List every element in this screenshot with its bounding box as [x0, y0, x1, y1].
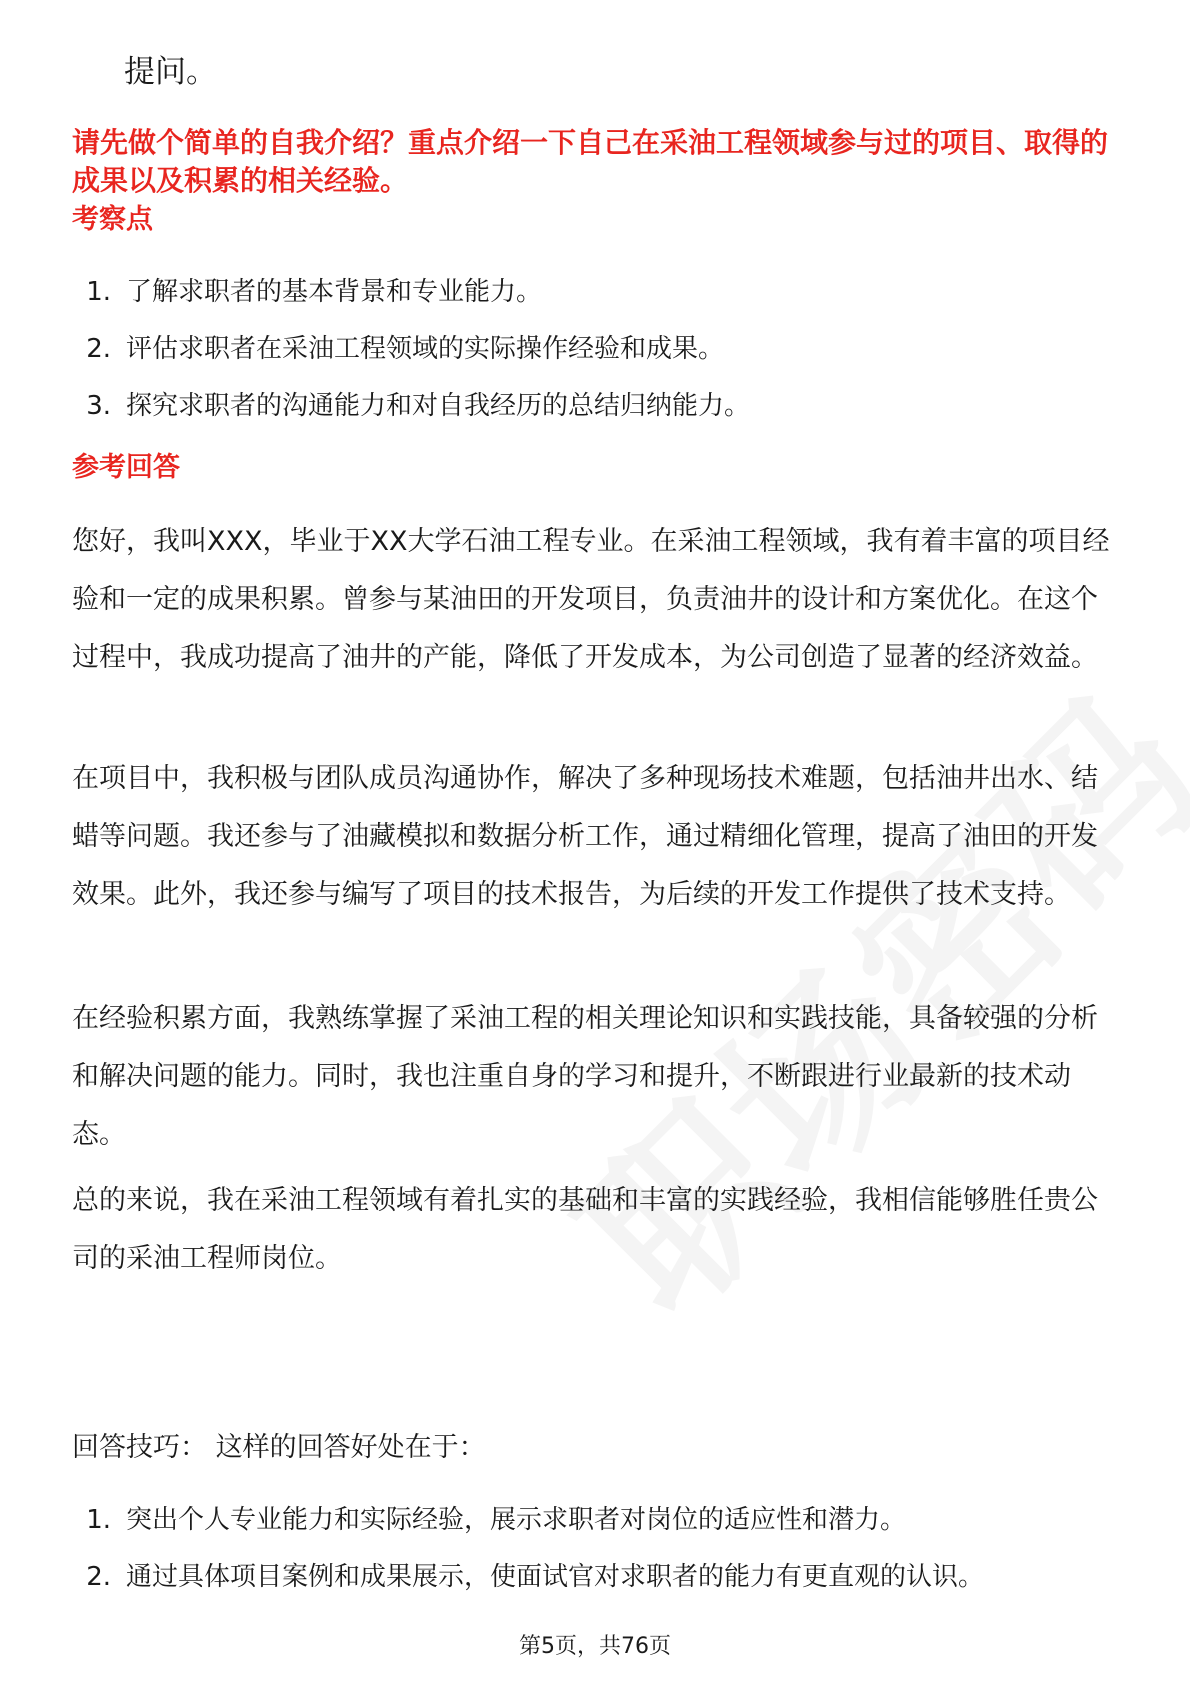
list-item [72, 1559, 1112, 1595]
list-item [72, 1502, 1112, 1538]
list-text: 评估求职者在采油工程领域的实际操作经验和成果。 [126, 334, 725, 364]
answer-tips-intro: 回答技巧： 这样的回答好处在于： [72, 1432, 486, 1463]
answer-tips-list [72, 1502, 1112, 1616]
answer-paragraph: 在项目中，我积极与团队成员沟通协作，解决了多种现场技术难题，包括油井出水、结蜡等问题。我还参与了油藏模拟和数据分析工作，通过精细化管理，提高了油田的开发效果。此外，我还参与编写了项目的技术报告，为后续的开发工作提供了技术支持。 [72, 763, 1098, 910]
section-title-assessment-points: 考察点 [72, 204, 153, 235]
answer-paragraph: 您好，我叫XXX，毕业于XX大学石油工程专业。在采油工程领域，我有着丰富的项目经验和一定的成果积累。曾参与某油田的开发项目，负责油井的设计和方案优化。在这个过程中，我成功提高了油井的产能，降低了开发成本，为公司创造了显著的经济效益。 [72, 526, 1110, 673]
list-text: 通过具体项目案例和成果展示，使面试官对求职者的能力有更直观的认识。 [126, 1562, 985, 1592]
list-number: 2. [86, 1562, 111, 1592]
list-number: 1. [86, 277, 111, 307]
answer-paragraph: 总的来说，我在采油工程领域有着扎实的基础和丰富的实践经验，我相信能够胜任贵公司的采油工程师岗位。 [72, 1185, 1098, 1274]
list-number: 2. [86, 334, 111, 364]
list-item [72, 388, 1112, 424]
list-number: 1. [86, 1505, 111, 1535]
previous-page-fragment: 提问。 [124, 54, 217, 90]
interview-question: 请先做个简单的自我介绍？重点介绍一下自己在采油工程领域参与过的项目、取得的成果以及积累的相关经验。 [72, 126, 1109, 197]
assessment-points-list [72, 274, 1112, 445]
list-text: 探究求职者的沟通能力和对自我经历的总结归纳能力。 [126, 391, 751, 421]
list-number: 3. [86, 391, 111, 421]
section-title-reference-answer: 参考回答 [72, 452, 180, 483]
page-number-footer: 第5页，共76页 [519, 1634, 671, 1659]
list-text: 了解求职者的基本背景和专业能力。 [126, 277, 543, 307]
list-item [72, 331, 1112, 367]
list-item [72, 274, 1112, 310]
list-text: 突出个人专业能力和实际经验，展示求职者对岗位的适应性和潜力。 [126, 1505, 907, 1535]
answer-paragraph: 在经验积累方面，我熟练掌握了采油工程的相关理论知识和实践技能，具备较强的分析和解决问题的能力。同时，我也注重自身的学习和提升，不断跟进行业最新的技术动态。 [72, 1003, 1098, 1150]
